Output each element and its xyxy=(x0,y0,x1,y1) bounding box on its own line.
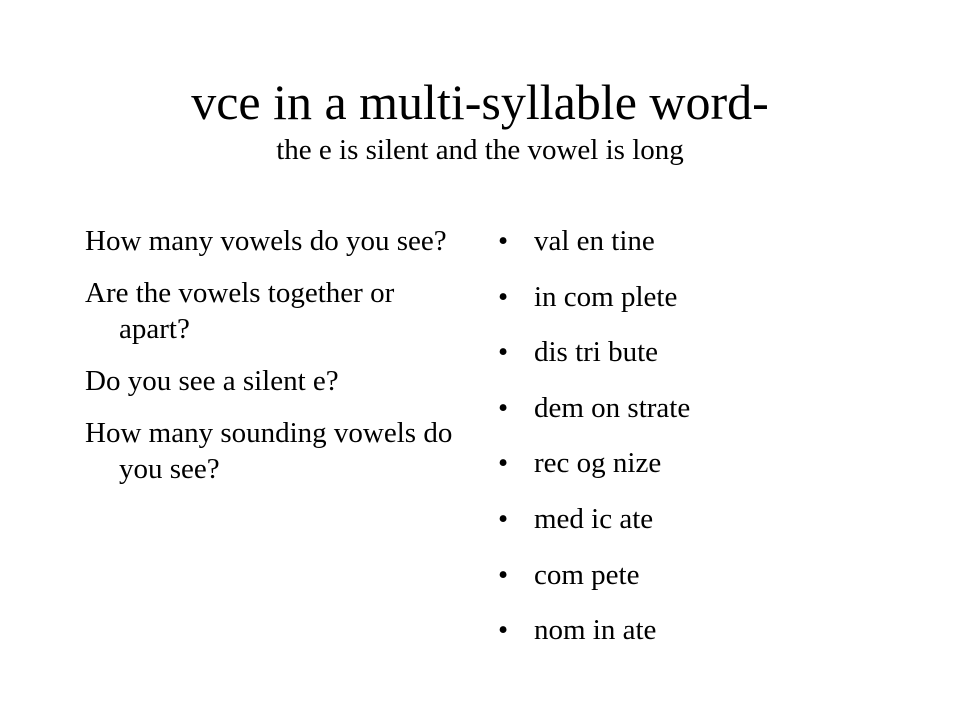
bullet-icon: • xyxy=(498,558,509,591)
bullet-icon: • xyxy=(498,447,509,480)
word-item xyxy=(498,501,898,537)
question-item: Are the vowels together or apart? xyxy=(85,277,395,345)
word-item xyxy=(498,557,898,593)
slide-subtitle: the e is silent and the vowel is long xyxy=(276,134,684,166)
word-item xyxy=(498,223,898,259)
word-text: com pete xyxy=(534,558,640,591)
word-item xyxy=(498,334,898,370)
word-item xyxy=(498,279,898,315)
question-item: How many sounding vowels do you see? xyxy=(85,417,453,485)
word-text: val en tine xyxy=(534,225,655,257)
question-item: Do you see a silent e? xyxy=(85,365,339,397)
question-item: How many vowels do you see? xyxy=(85,225,447,257)
word-text: dis tri bute xyxy=(534,336,659,369)
word-list xyxy=(498,223,898,668)
slide-title: vce in a multi-syllable word- xyxy=(191,74,769,130)
word-text: dem on strate xyxy=(534,391,691,424)
bullet-icon: • xyxy=(498,336,509,369)
title-block xyxy=(48,72,912,168)
word-text: in com plete xyxy=(534,280,678,313)
word-text: nom in ate xyxy=(534,614,657,647)
bullet-icon: • xyxy=(498,391,509,424)
word-item xyxy=(498,612,898,648)
bullet-icon: • xyxy=(498,614,509,647)
question-list xyxy=(85,223,455,503)
bullet-icon: • xyxy=(498,502,509,535)
word-text: med ic ate xyxy=(534,502,654,535)
word-item xyxy=(498,390,898,426)
word-item xyxy=(498,445,898,481)
bullet-icon: • xyxy=(498,225,509,257)
word-text: rec og nize xyxy=(534,447,662,480)
bullet-icon: • xyxy=(498,280,509,313)
